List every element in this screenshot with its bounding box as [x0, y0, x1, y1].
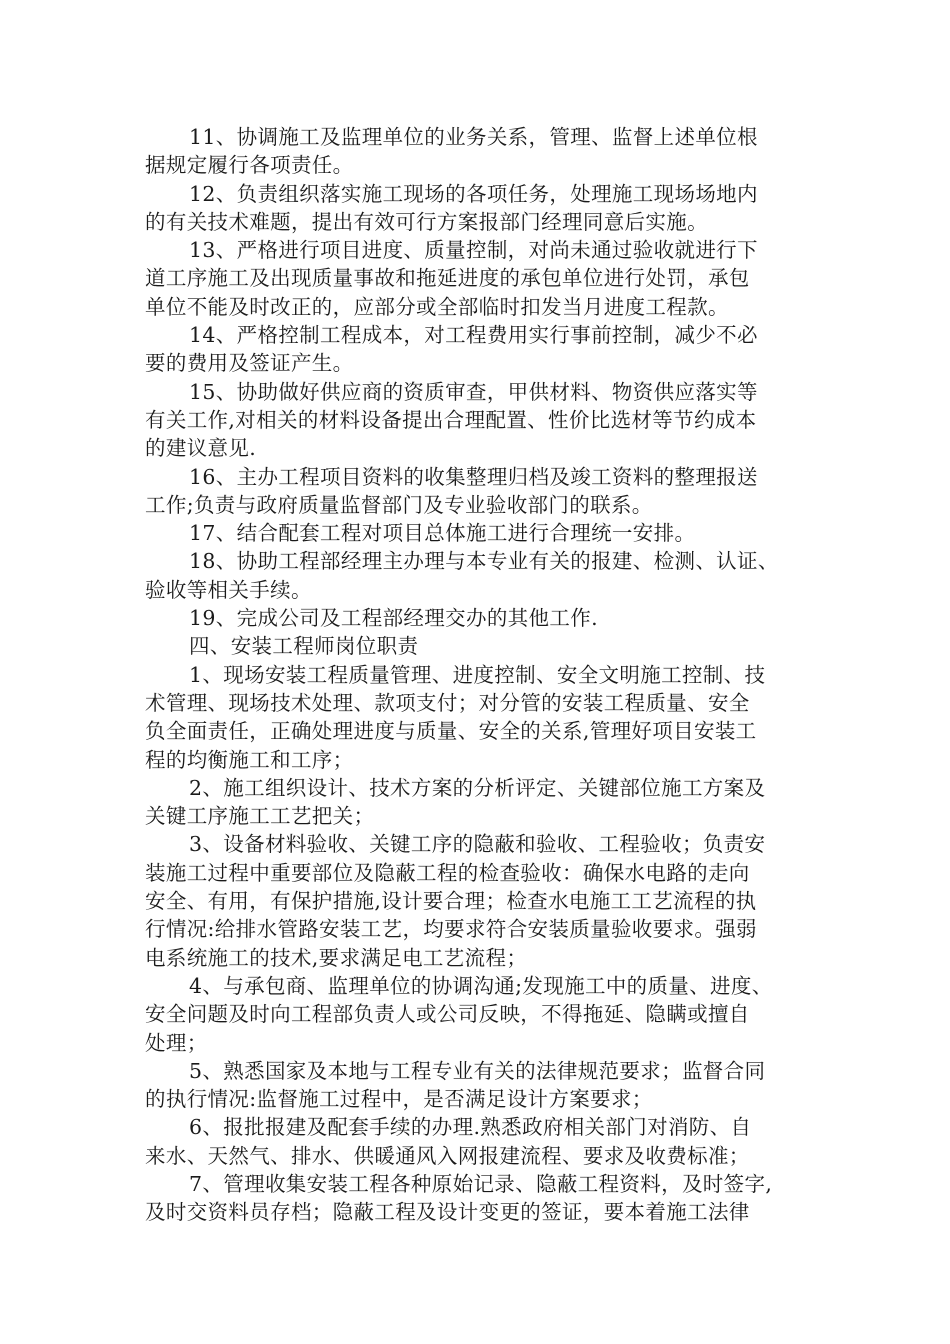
document-line: 19、完成公司及工程部经理交办的其他工作.	[189, 606, 598, 631]
document-line: 处理；	[145, 1030, 208, 1055]
document-line: 2、施工组织设计、技术方案的分析评定、关键部位施工方案及	[189, 775, 766, 800]
document-line: 18、协助工程部经理主办理与本专业有关的报建、检测、认证、	[189, 549, 779, 574]
document-line: 安全、有用，有保护措施,设计要合理；检查水电施工工艺流程的执	[145, 889, 757, 914]
document-line: 4、与承包商、监理单位的协调沟通;发现施工中的质量、进度、	[189, 973, 773, 998]
document-line: 7、管理收集安装工程各种原始记录、隐蔽工程资料，及时签字,	[189, 1171, 773, 1196]
document-line: 据规定履行各项责任。	[145, 153, 354, 178]
document-line: 术管理、现场技术处理、款项支付；对分管的安装工程质量、安全	[145, 690, 750, 715]
document-line: 16、主办工程项目资料的收集整理归档及竣工资料的整理报送	[189, 464, 758, 489]
document-line: 有关工作,对相关的材料设备提出合理配置、性价比选材等节约成本	[145, 407, 757, 432]
document-line: 13、严格进行项目进度、质量控制，对尚未通过验收就进行下	[189, 238, 758, 263]
document-line: 来水、天然气、排水、供暖通风入网报建流程、要求及收费标准；	[145, 1143, 750, 1168]
document-line: 电系统施工的技术,要求满足电工艺流程；	[145, 945, 528, 970]
document-line: 14、严格控制工程成本，对工程费用实行事前控制，减少不必	[189, 323, 758, 348]
document-line: 单位不能及时改正的，应部分或全部临时扣发当月进度工程款。	[145, 294, 729, 319]
document-line: 工作;负责与政府质量监督部门及专业验收部门的联系。	[145, 492, 653, 517]
document-line: 验收等相关手续。	[145, 577, 312, 602]
document-line: 程的均衡施工和工序；	[145, 747, 354, 772]
document-line: 要的费用及签证产生。	[145, 351, 354, 376]
document-line: 11、协调施工及监理单位的业务关系，管理、监督上述单位根	[189, 125, 758, 149]
document-line: 的有关技术难题，提出有效可行方案报部门经理同意后实施。	[145, 209, 708, 234]
document-line: 6、报批报建及配套手续的办理.熟悉政府相关部门对消防、自	[189, 1115, 752, 1140]
document-line: 行情况:给排水管路安装工艺，均要求符合安装质量验收要求。强弱	[145, 917, 757, 942]
document-line: 道工序施工及出现质量事故和拖延进度的承包单位进行处罚，承包	[145, 266, 750, 291]
document-line: 安全问题及时向工程部负责人或公司反映，不得拖延、隐瞒或擅自	[145, 1002, 750, 1027]
document-line: 四、安装工程师岗位职责	[189, 634, 419, 659]
document-line: 的执行情况:监督施工过程中，是否满足设计方案要求；	[145, 1087, 653, 1112]
document-line: 1、现场安装工程质量管理、进度控制、安全文明施工控制、技	[189, 662, 766, 687]
document-line: 及时交资料员存档；隐蔽工程及设计变更的签证，要本着施工法律	[145, 1200, 750, 1225]
document-line: 15、协助做好供应商的资质审查，甲供材料、物资供应落实等	[189, 379, 758, 404]
document-line: 12、负责组织落实施工现场的各项任务，处理施工现场场地内	[189, 181, 758, 206]
document-body	[145, 123, 805, 1227]
document-line: 关键工序施工工艺把关；	[145, 804, 375, 829]
document-line: 负全面责任，正确处理进度与质量、安全的关系,管理好项目安装工	[145, 719, 757, 744]
document-line: 3、设备材料验收、关键工序的隐蔽和验收、工程验收；负责安	[189, 832, 766, 857]
document-line: 17、结合配套工程对项目总体施工进行合理统一安排。	[189, 521, 696, 546]
document-line: 装施工过程中重要部位及隐蔽工程的检查验收：确保水电路的走向	[145, 860, 750, 885]
document-line: 的建议意见.	[145, 436, 257, 461]
document-line: 5、熟悉国家及本地与工程专业有关的法律规范要求；监督合同	[189, 1058, 766, 1083]
